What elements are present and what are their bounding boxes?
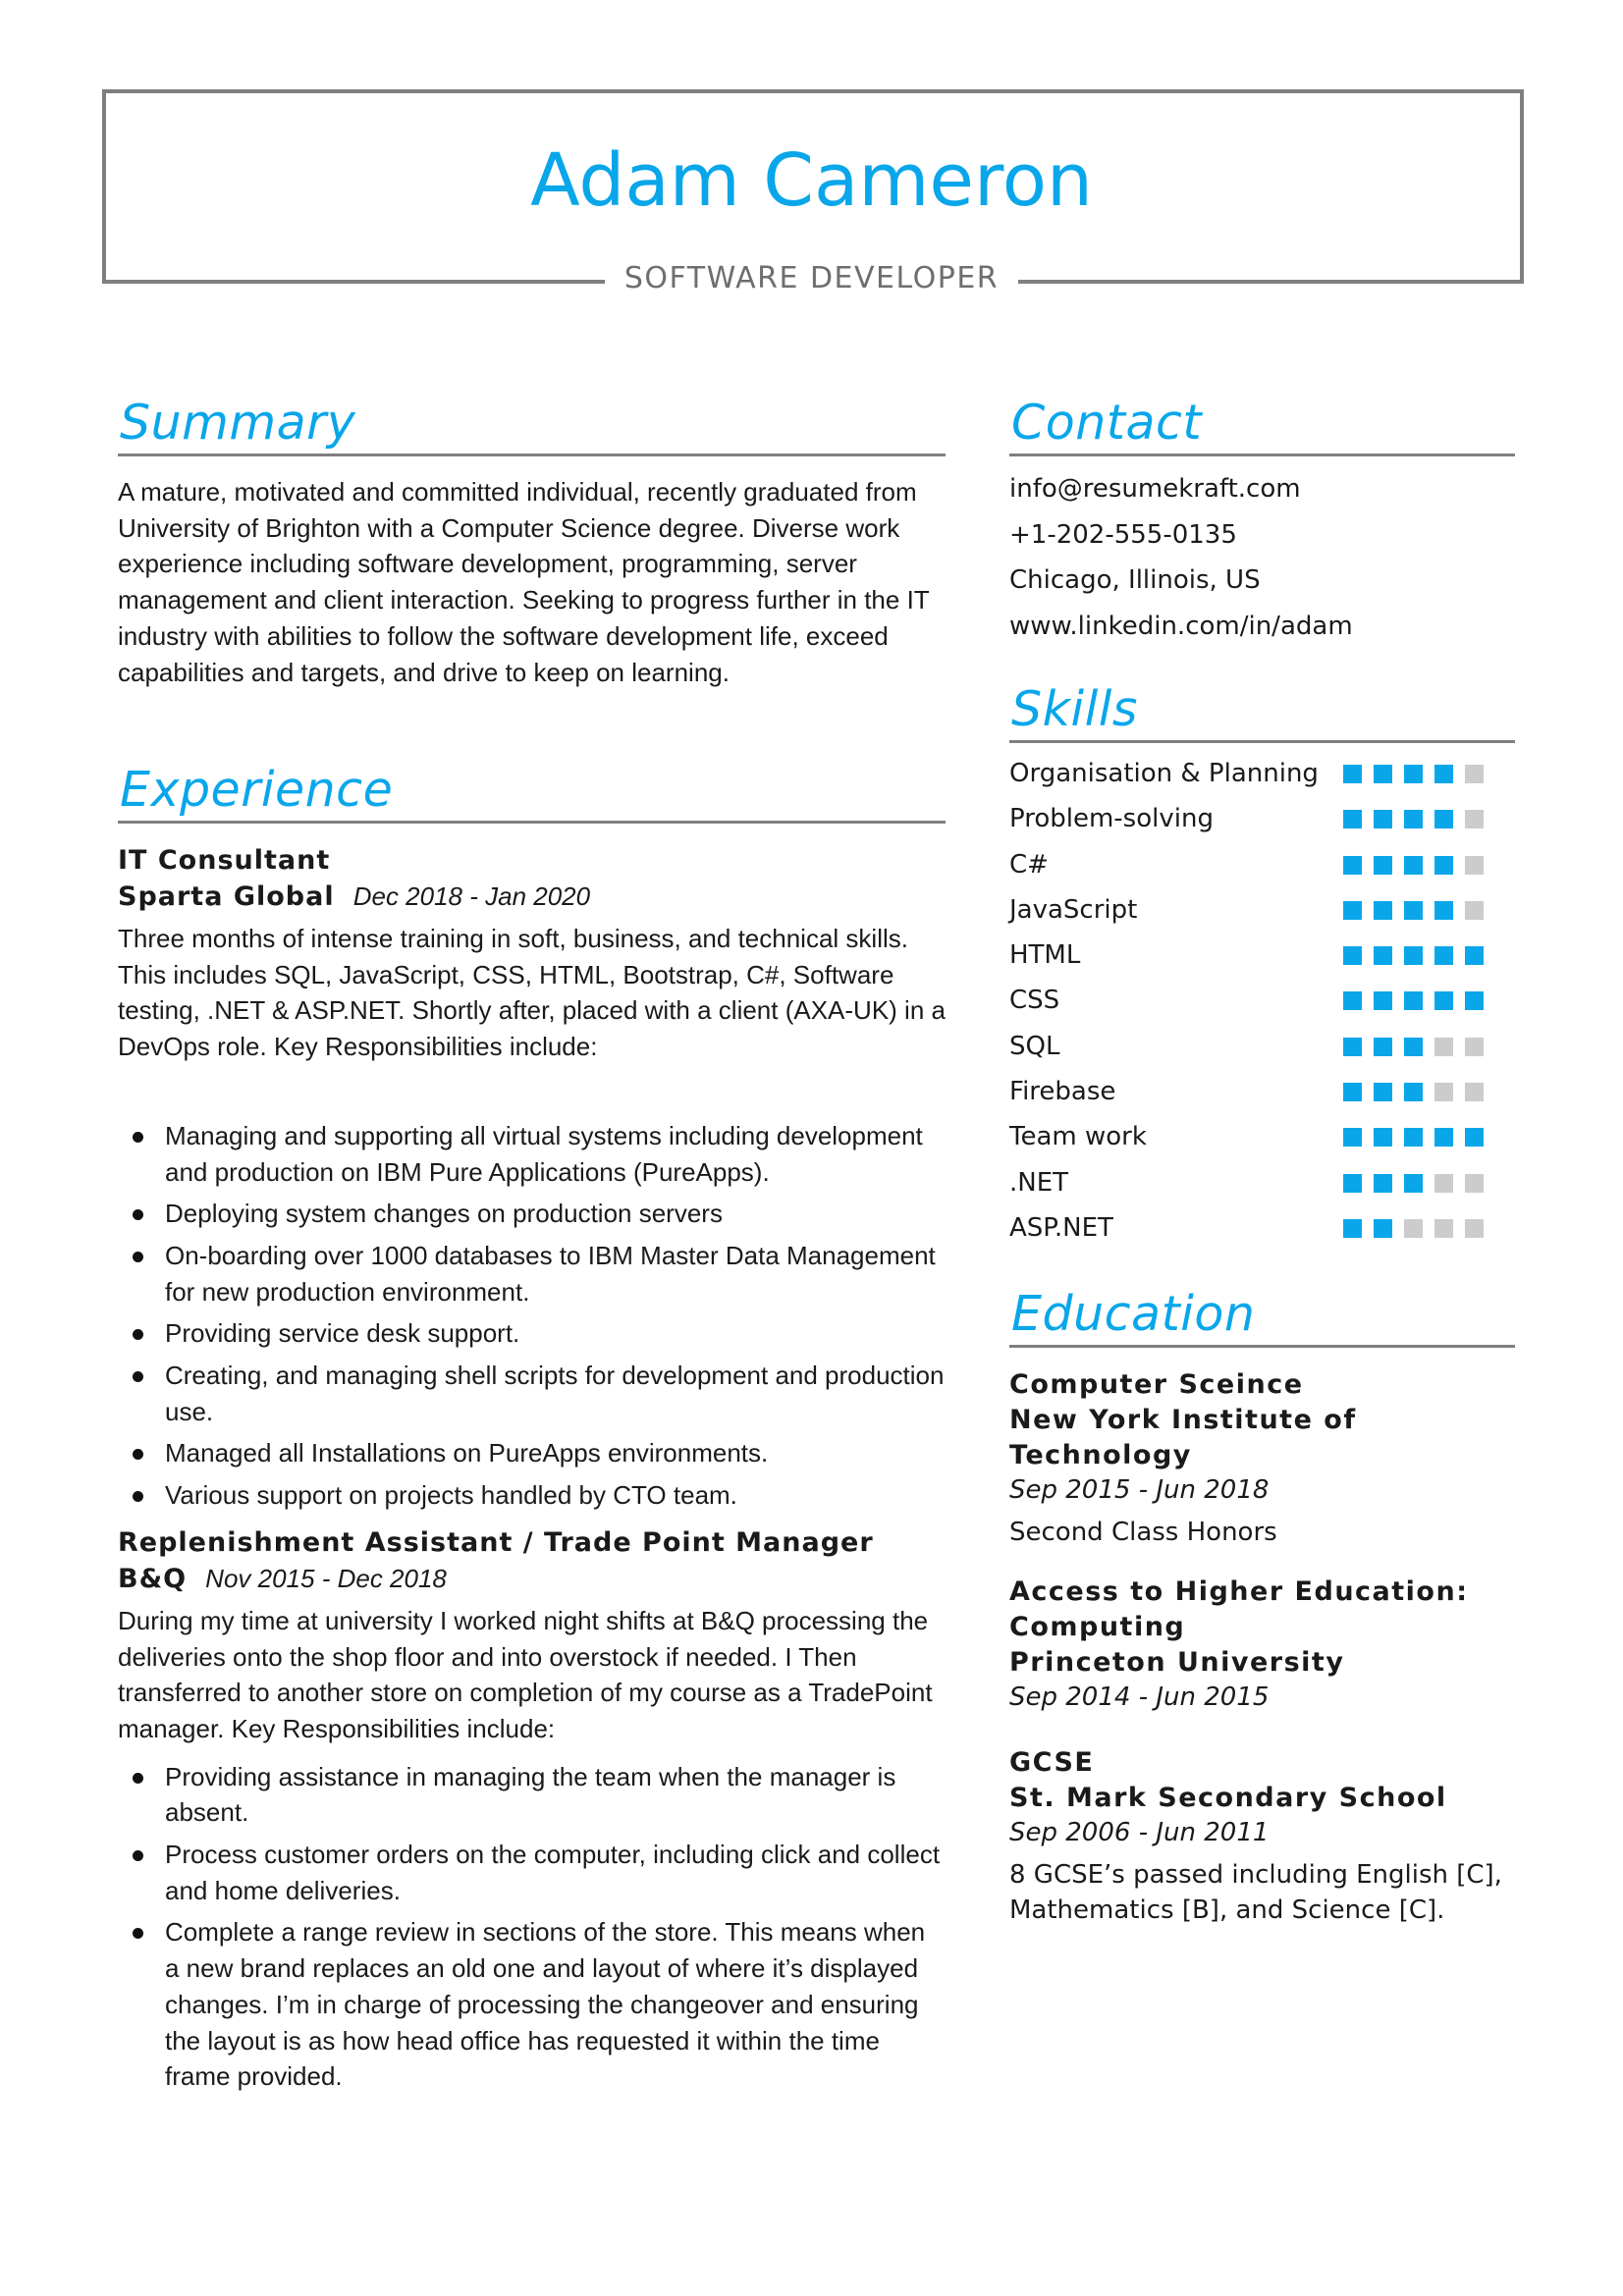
rating-filled-square-icon [1343,1128,1362,1147]
education-degree: Computer Sceince [1009,1369,1304,1400]
bullet-icon [133,1252,143,1262]
bullet-icon [133,1371,143,1382]
rating-filled-square-icon [1343,765,1362,783]
rating-filled-square-icon [1404,810,1423,828]
section-divider [1009,740,1515,743]
bullet-icon [133,1491,143,1502]
rating-empty-square-icon [1465,765,1484,783]
skill-rating [1343,1128,1495,1147]
rating-filled-square-icon [1374,901,1392,920]
job-title: IT Consultant [118,845,331,876]
skill-name: Firebase [1009,1077,1116,1107]
job-title: Replenishment Assistant / Trade Point Manager [118,1526,874,1558]
summary-text: A mature, motivated and committed individual, recently graduated from University of Brighton with a Computer Science degree. Diverse work experience including software development, programming, server management and client interaction. Seeking to progress further in the IT industry with abilities to follow the software development life, exceed capabilities and targets, and drive to keep on learning. [118,477,930,687]
job-responsibilities [118,1118,946,1514]
skill-name: JavaScript [1009,894,1138,925]
bullet-icon [133,1928,143,1939]
rating-filled-square-icon [1404,1174,1423,1193]
skill-row [1009,887,1515,933]
skill-name: ASP.NET [1009,1212,1113,1243]
rating-empty-square-icon [1465,856,1484,875]
education-note: Second Class Honors [1009,1518,1277,1547]
job-dates: Dec 2018 - Jan 2020 [352,881,591,911]
skill-row [1009,1160,1515,1205]
bullet-icon [133,1449,143,1460]
job-dates: Nov 2015 - Dec 2018 [205,1563,447,1593]
contact-email[interactable]: info@resumekraft.com [1009,474,1301,504]
skill-row [1009,1205,1515,1251]
contact-phone[interactable]: +1-202-555-0135 [1009,519,1237,550]
skills-heading: Skills [1011,681,1138,737]
list-item: Various support on projects handled by CTO team. [118,1477,946,1514]
rating-empty-square-icon [1465,810,1484,828]
skill-row [1009,933,1515,978]
skill-row [1009,1024,1515,1069]
education-dates: Sep 2014 - Jun 2015 [1009,1682,1270,1712]
rating-filled-square-icon [1374,991,1392,1010]
skill-row [1009,796,1515,841]
rating-filled-square-icon [1374,856,1392,875]
skill-name: CSS [1009,986,1060,1016]
candidate-name: Adam Cameron [530,138,1093,223]
skill-rating [1343,946,1495,965]
rating-empty-square-icon [1465,1083,1484,1101]
rating-filled-square-icon [1404,765,1423,783]
education-degree: GCSE [1009,1746,1095,1778]
education-section [1009,1286,1515,1929]
job-description: During my time at university I worked night shifts at B&Q processing the deliveries onto the shop floor and into overstock if needed. I Then transferred to another store on completion of my course as a TradePoint manager. Key Responsibilities include: [118,1605,933,1743]
summary-section [118,395,946,690]
job-responsibilities [118,1759,946,2095]
skills-section [1009,681,1515,1251]
rating-filled-square-icon [1343,1083,1362,1101]
education-entry [1009,1745,1515,1929]
rating-filled-square-icon [1465,991,1484,1010]
bullet-icon [133,1850,143,1861]
list-item: Providing service desk support. [118,1315,946,1352]
section-divider [1009,454,1515,456]
skill-rating [1343,810,1495,828]
job-description: Three months of intense training in soft, business, and technical skills. This includes SQL, JavaScript, CSS, HTML, Bootstrap, C#, Software testing, .NET & ASP.NET. Shortly after, placed with a client (AXA-UK) in a DevOps role. Key Responsibilities include: [118,924,946,1062]
rating-filled-square-icon [1343,1174,1362,1193]
list-item: Deploying system changes on production servers [118,1196,946,1232]
rating-empty-square-icon [1465,1219,1484,1238]
rating-filled-square-icon [1404,856,1423,875]
rating-filled-square-icon [1404,1083,1423,1101]
rating-filled-square-icon [1434,946,1453,965]
rating-filled-square-icon [1374,1219,1392,1238]
job-entry [118,843,946,1514]
education-dates: Sep 2015 - Jun 2018 [1009,1475,1270,1505]
section-divider [118,454,946,456]
education-note: 8 GCSE’s passed including English [C], Mathematics [B], and Science [C]. [1009,1859,1502,1925]
rating-filled-square-icon [1465,1128,1484,1147]
education-entry [1009,1575,1515,1714]
experience-heading: Experience [120,762,394,818]
rating-filled-square-icon [1404,946,1423,965]
job-title-banner [0,257,1623,300]
rating-empty-square-icon [1434,1083,1453,1101]
rating-empty-square-icon [1434,1219,1453,1238]
education-heading: Education [1011,1286,1256,1342]
rating-filled-square-icon [1343,1219,1362,1238]
skill-rating [1343,856,1495,875]
skill-row [1009,842,1515,887]
contact-linkedin[interactable]: www.linkedin.com/in/adam [1009,611,1353,641]
rating-filled-square-icon [1434,901,1453,920]
bullet-icon [133,1773,143,1784]
rating-filled-square-icon [1343,946,1362,965]
rating-filled-square-icon [1434,991,1453,1010]
skill-name: Problem-solving [1009,804,1214,834]
rating-filled-square-icon [1374,1174,1392,1193]
skill-rating [1343,1174,1495,1193]
skill-rating [1343,1038,1495,1056]
education-school: New York Institute of Technology [1009,1405,1357,1470]
contact-section [1009,395,1515,649]
rating-filled-square-icon [1434,1128,1453,1147]
rating-filled-square-icon [1404,991,1423,1010]
education-school: St. Mark Secondary School [1009,1782,1447,1813]
rating-empty-square-icon [1434,1038,1453,1056]
section-divider [118,821,946,824]
rating-filled-square-icon [1343,856,1362,875]
skill-name: Organisation & Planning [1009,759,1319,788]
job-company: Sparta Global [118,881,335,912]
rating-empty-square-icon [1404,1219,1423,1238]
education-dates: Sep 2006 - Jun 2011 [1009,1817,1270,1847]
list-item: Complete a range review in sections of the store. This means when a new brand replaces an old one and layout of where it’s displayed changes. I’m in charge of processing the changeover and ensuring the layout is as how head office has requested it within the time frame provided. [118,1914,946,2095]
rating-filled-square-icon [1404,1038,1423,1056]
rating-empty-square-icon [1434,1174,1453,1193]
rating-filled-square-icon [1343,901,1362,920]
rating-empty-square-icon [1465,1038,1484,1056]
contact-location: Chicago, Illinois, US [1009,565,1261,595]
rating-filled-square-icon [1374,946,1392,965]
education-school: Princeton University [1009,1646,1345,1678]
contact-heading: Contact [1011,395,1203,451]
list-item: Process customer orders on the computer, including click and collect and home deliveries. [118,1837,946,1908]
rating-filled-square-icon [1343,991,1362,1010]
rating-filled-square-icon [1343,810,1362,828]
rating-filled-square-icon [1404,1128,1423,1147]
skill-row [1009,1069,1515,1114]
rating-empty-square-icon [1465,1174,1484,1193]
rating-filled-square-icon [1374,810,1392,828]
rating-filled-square-icon [1465,946,1484,965]
rating-filled-square-icon [1404,901,1423,920]
skill-name: .NET [1009,1167,1069,1198]
skill-name: SQL [1009,1031,1060,1061]
job-entry [118,1525,946,2095]
list-item: On-boarding over 1000 databases to IBM Master Data Management for new production environment. [118,1238,946,1309]
skill-name: HTML [1009,940,1081,971]
skill-row [1009,978,1515,1023]
list-item: Managed all Installations on PureApps environments. [118,1435,946,1471]
candidate-job-title: SOFTWARE DEVELOPER [605,257,1018,300]
skill-rating [1343,1083,1495,1101]
experience-section [118,762,946,2101]
bullet-icon [133,1329,143,1340]
skill-rating [1343,765,1495,783]
rating-filled-square-icon [1434,856,1453,875]
summary-heading: Summary [120,395,356,451]
bullet-icon [133,1132,143,1143]
rating-filled-square-icon [1374,1038,1392,1056]
section-divider [1009,1345,1515,1348]
skill-rating [1343,991,1495,1010]
rating-filled-square-icon [1343,1038,1362,1056]
skills-list [1009,751,1515,1251]
rating-filled-square-icon [1434,810,1453,828]
rating-filled-square-icon [1374,1128,1392,1147]
education-degree: Access to Higher Education: Computing [1009,1575,1469,1642]
skill-row [1009,751,1515,796]
skill-name: Team work [1009,1122,1147,1152]
bullet-icon [133,1209,143,1220]
rating-filled-square-icon [1374,765,1392,783]
list-item: Managing and supporting all virtual systems including development and production on IBM Pure Applications (PureApps). [118,1118,946,1190]
skill-name: C# [1009,849,1049,880]
skill-rating [1343,1219,1495,1238]
education-entry [1009,1367,1515,1551]
skill-row [1009,1114,1515,1159]
list-item: Creating, and managing shell scripts for development and production use. [118,1358,946,1429]
job-company: B&Q [118,1563,188,1594]
list-item: Providing assistance in managing the team when the manager is absent. [118,1759,946,1831]
rating-empty-square-icon [1465,901,1484,920]
skill-rating [1343,901,1495,920]
rating-filled-square-icon [1434,765,1453,783]
rating-filled-square-icon [1374,1083,1392,1101]
